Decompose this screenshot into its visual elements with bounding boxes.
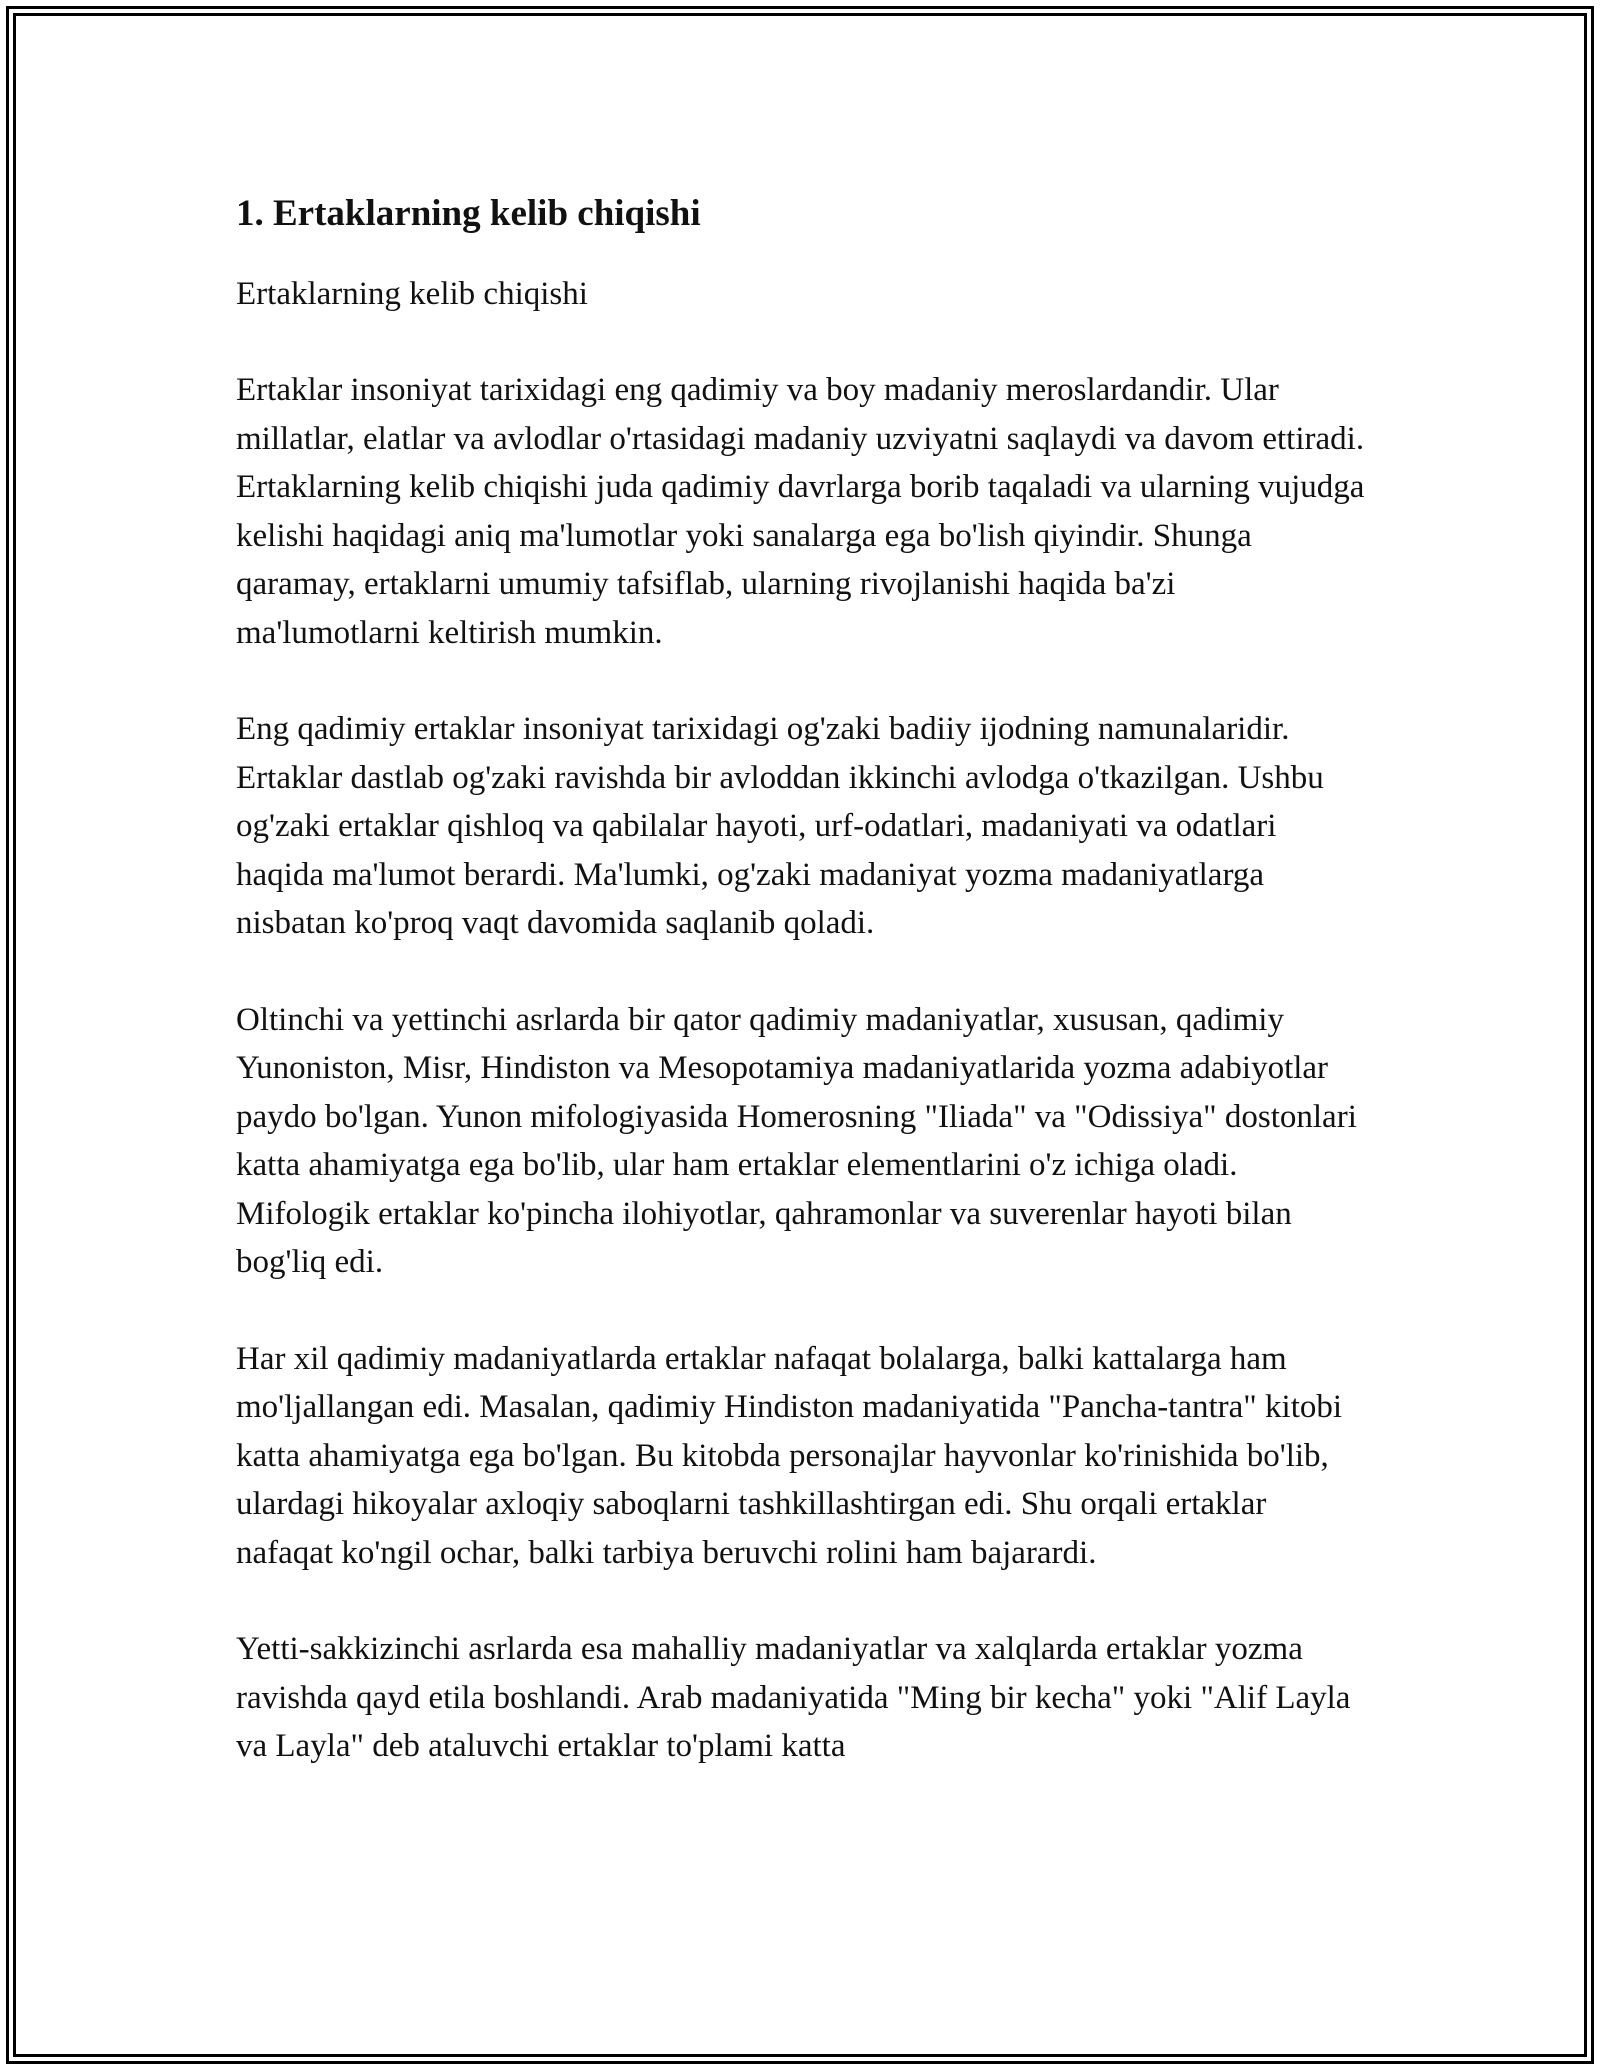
paragraph-4: Har xil qadimiy madaniyatlarda ertaklar nafaqat bolalarga, balki kattalarga ham mo'ljallangan edi. Masalan, qadimiy Hindiston madaniyatida "Pancha-tantra" kitobi katta ahamiyatga ega bo'lgan. Bu kitobda personajlar hayvonlar ko'rinishida bo'lib, ulardagi hikoyalar axloqiy saboqlarni tashkillashtirgan edi. Shu orqali ertaklar nafaqat ko'ngil ochar, balki tarbiya beruvchi rolini ham bajarardi. [236,1340,1343,1571]
section-subheading: Ertaklarning kelib chiqishi [236,276,588,312]
paragraph-2: Eng qadimiy ertaklar insoniyat tarixidagi og'zaki badiiy ijodning namunalaridir. Ertaklar dastlab og'zaki ravishda bir avloddan ikkinchi avlodga o'tkazilgan. Ushbu og'zaki ertaklar qishloq va qabilalar hayoti, urf-odatlari, madaniyati va odatlari haqida ma'lumot berardi. Ma'lumki, og'zaki madaniyat yozma madaniyatlarga nisbatan ko'proq vaqt davomida saqlanib qoladi. [236,711,1324,941]
paragraph-1: Ertaklar insoniyat tarixidagi eng qadimiy va boy madaniy meroslardandir. Ular millatlar, elatlar va avlodlar o'rtasidagi madaniy uzviyatni saqlaydi va davom ettiradi. Ertaklarning kelib chiqishi juda qadimiy davrlarga borib taqaladi va ularning vujudga kelishi haqidagi aniq ma'lumotlar yoki sanalarga ega bo'lish qiyindir. Shunga qaramay, ertaklarni umumiy tafsiflab, ularning rivojlanishi haqida ba'zi ma'lumotlarni keltirish mumkin. [236,372,1365,651]
paragraph-5: Yetti-sakkizinchi asrlarda esa mahalliy madaniyatlar va xalqlarda ertaklar yozma ravishda qayd etila boshlandi. Arab madaniyatida "Ming bir kecha" yoki "Alif Layla va Layla" deb ataluvchi ertaklar to'plami katta [236,1631,1351,1764]
paragraph-3: Oltinchi va yettinchi asrlarda bir qator qadimiy madaniyatlar, xususan, qadimiy Yunoniston, Misr, Hindiston va Mesopotamiya madaniyatlarida yozma adabiyotlar paydo bo'lgan. Yunon mifologiyasida Homerosning "Iliada" va "Odissiya" dostonlari katta ahamiyatga ega bo'lib, ular ham ertaklar elementlarini o'z ichiga oladi. Mifologik ertaklar ko'pincha ilohiyotlar, qahramonlar va suverenlar hayoti bilan bog'liq edi. [236,1001,1357,1280]
document-body [236,188,1366,1819]
section-heading: 1. Ertaklarning kelib chiqishi [236,193,701,234]
